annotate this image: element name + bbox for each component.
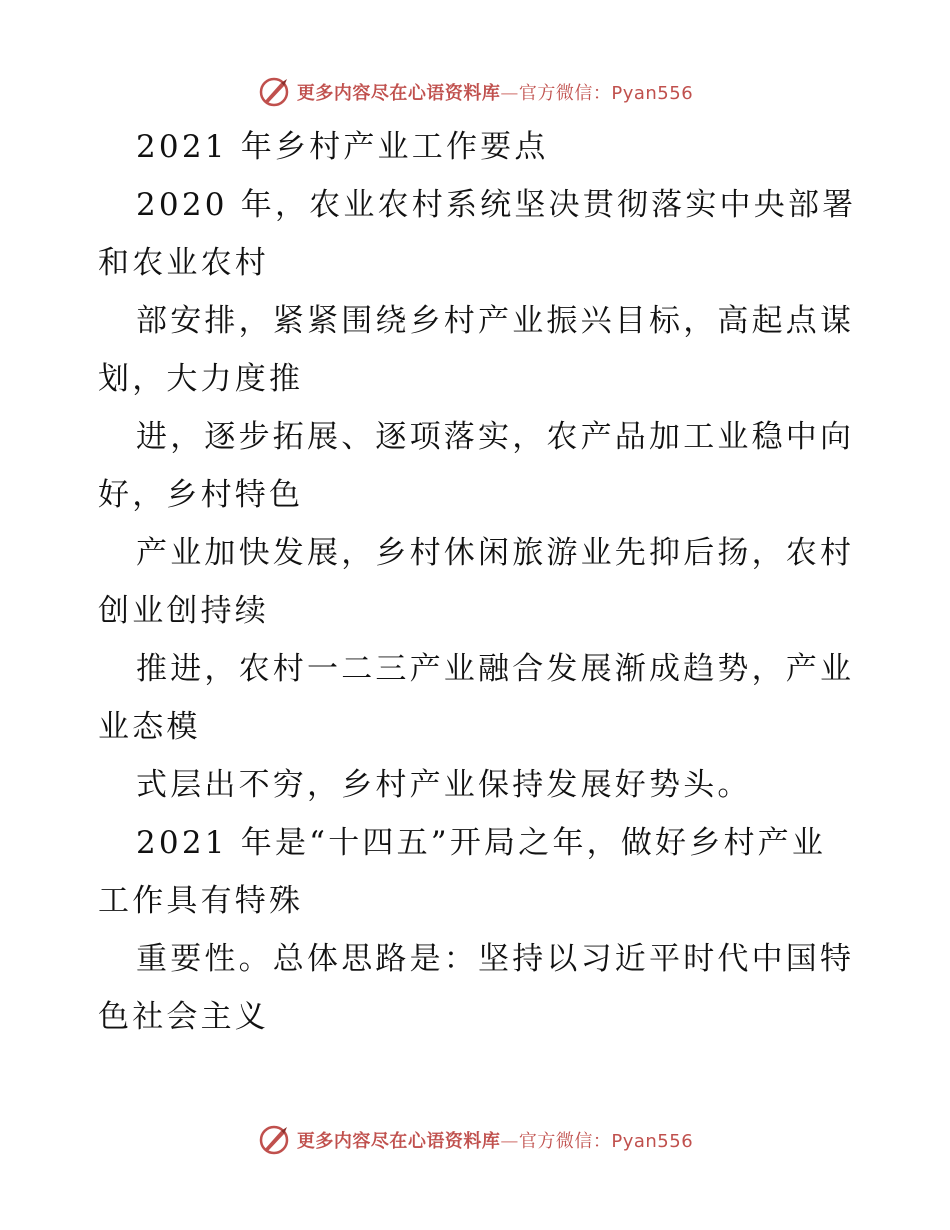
text-line: 业态模 [98, 709, 201, 745]
watermark-wechat-id: Pyan556 [611, 1131, 694, 1152]
text-line: 部安排，紧紧围绕乡村产业振兴目标，高起点谋 [136, 303, 855, 339]
text-line: 重要性。总体思路是：坚持以习近平时代中国特 [136, 941, 855, 977]
watermark-dash: — [500, 83, 519, 104]
footer-watermark [0, 1120, 950, 1160]
text-line: 创业创持续 [98, 593, 269, 629]
watermark-wechat-label: 官方微信： [518, 1131, 612, 1152]
quill-circle-logo-icon [257, 75, 291, 109]
watermark-dash: — [500, 1131, 519, 1152]
text-line: 和农业农村 [98, 245, 269, 281]
document-body [98, 118, 858, 1046]
quill-circle-logo-icon [257, 1123, 291, 1157]
text-line: 2020 年，农业农村系统坚决贯彻落实中央部署 [136, 187, 857, 223]
text-line: 式层出不穷，乡村产业保持发展好势头。 [136, 767, 752, 803]
text-line: 进，逐步拓展、逐项落实，农产品加工业稳中向 [136, 419, 855, 455]
text-line: 2021 年乡村产业工作要点 [136, 129, 549, 165]
text-line: 色社会主义 [98, 999, 269, 1035]
watermark-wechat-id: Pyan556 [611, 83, 694, 104]
text-line: 好，乡村特色 [98, 477, 304, 513]
watermark-wechat-label: 官方微信： [518, 83, 612, 104]
text-line: 产业加快发展，乡村休闲旅游业先抑后扬，农村 [136, 535, 855, 571]
watermark-text [297, 79, 693, 105]
watermark-brand: 更多内容尽在心语资料库 [296, 83, 501, 104]
watermark-text [297, 1127, 693, 1153]
header-watermark [0, 72, 950, 112]
text-line: 推进，农村一二三产业融合发展渐成趋势，产业 [136, 651, 855, 687]
text-line: 划，大力度推 [98, 361, 304, 397]
text-line: 2021 年是“十四五”开局之年，做好乡村产业 [136, 825, 827, 861]
text-line: 工作具有特殊 [98, 883, 304, 919]
watermark-brand: 更多内容尽在心语资料库 [296, 1131, 501, 1152]
